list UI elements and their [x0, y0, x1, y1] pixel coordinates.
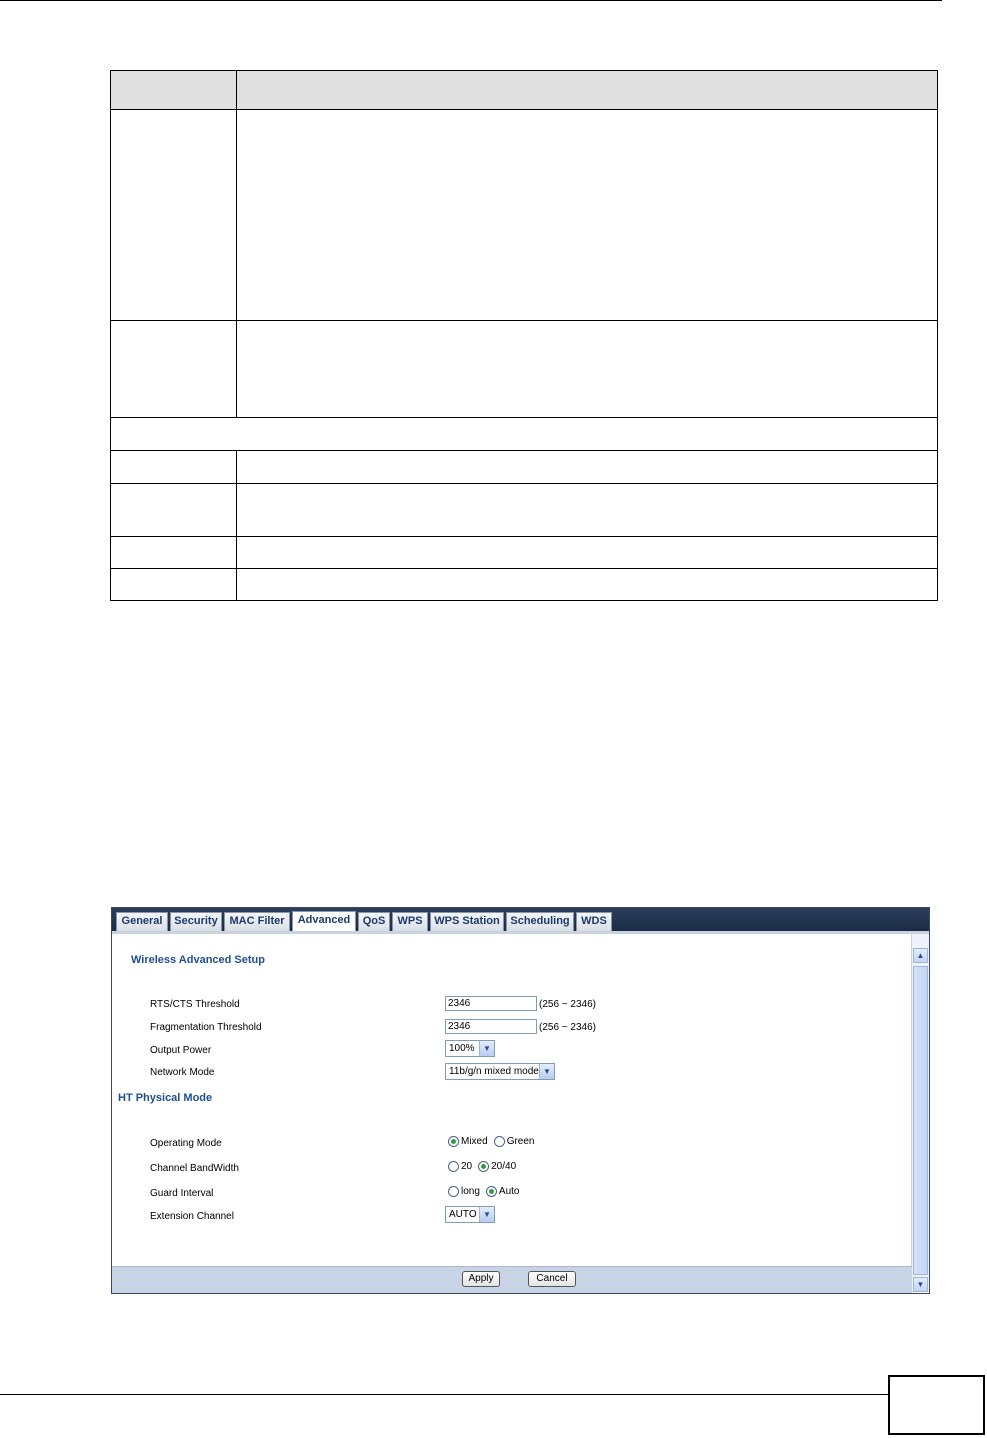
- table-cell-description: [237, 321, 938, 418]
- operating-mode-label: Operating Mode: [150, 1138, 222, 1149]
- chevron-down-icon: ▼: [539, 1064, 554, 1079]
- chevron-down-icon: ▼: [479, 1207, 494, 1222]
- chevron-down-icon: ▼: [479, 1041, 494, 1056]
- guard-interval-auto-radio[interactable]: [486, 1186, 497, 1197]
- scroll-down-icon[interactable]: ▼: [913, 1277, 928, 1292]
- tab-qos[interactable]: QoS: [358, 912, 390, 931]
- table-cell-label: [111, 321, 237, 418]
- tab-wds[interactable]: WDS: [576, 912, 612, 931]
- table-cell-label: [111, 569, 237, 601]
- operating-mode-radio-group: [448, 1136, 540, 1147]
- rts-threshold-input[interactable]: [445, 996, 537, 1011]
- output-power-select[interactable]: [445, 1040, 495, 1057]
- channel-bandwidth-2040-label: 20/40: [491, 1161, 517, 1172]
- extension-channel-label: Extension Channel: [150, 1211, 234, 1222]
- rts-threshold-hint: (256 ~ 2346): [539, 999, 596, 1010]
- advanced-settings-panel: [112, 934, 912, 1266]
- operating-mode-mixed-label: Mixed: [461, 1136, 488, 1147]
- network-mode-select[interactable]: [445, 1063, 555, 1080]
- guard-interval-long-label: long: [461, 1186, 480, 1197]
- table-cell-description: [237, 537, 938, 569]
- top-rule: [0, 0, 942, 1]
- network-mode-label: Network Mode: [150, 1067, 215, 1078]
- table-cell-description: [237, 110, 938, 321]
- section-title-ht-physical: HT Physical Mode: [118, 1092, 213, 1104]
- scroll-up-icon[interactable]: ▲: [913, 948, 928, 963]
- extension-channel-value: AUTO: [449, 1209, 477, 1220]
- guard-interval-auto-label: Auto: [498, 1186, 520, 1197]
- table-row: [111, 484, 938, 537]
- tab-wps-station[interactable]: WPS Station: [430, 912, 504, 931]
- table-header-row: [111, 71, 938, 110]
- fragmentation-threshold-input[interactable]: [445, 1019, 537, 1034]
- operating-mode-green-radio[interactable]: [494, 1136, 505, 1147]
- rts-threshold-label: RTS/CTS Threshold: [150, 999, 240, 1010]
- table-row: [111, 569, 938, 601]
- table-cell-label: [111, 484, 237, 537]
- tab-scheduling[interactable]: Scheduling: [506, 912, 574, 931]
- tab-advanced[interactable]: Advanced: [292, 911, 356, 932]
- channel-bandwidth-label: Channel BandWidth: [150, 1163, 239, 1174]
- cancel-button[interactable]: Cancel: [528, 1271, 576, 1287]
- fragmentation-threshold-label: Fragmentation Threshold: [150, 1022, 262, 1033]
- table-cell-description: [237, 569, 938, 601]
- field-description-table: [110, 70, 938, 601]
- extension-channel-select[interactable]: [445, 1206, 495, 1223]
- table-header-cell-label: [111, 71, 237, 110]
- table-cell-description: [237, 451, 938, 484]
- guard-interval-label: Guard Interval: [150, 1188, 214, 1199]
- table-cell-label: [111, 537, 237, 569]
- scrollbar-thumb[interactable]: [913, 966, 928, 1275]
- channel-bandwidth-radio-group: [448, 1161, 522, 1172]
- channel-bandwidth-20-label: 20: [461, 1161, 473, 1172]
- operating-mode-mixed-radio[interactable]: [448, 1136, 459, 1147]
- page-number-box: [888, 1375, 985, 1435]
- button-bar: [112, 1266, 912, 1294]
- tab-mac-filter[interactable]: MAC Filter: [224, 912, 290, 931]
- footer-rule: [0, 1394, 888, 1395]
- tab-security[interactable]: Security: [170, 912, 222, 931]
- table-row: [111, 110, 938, 321]
- guard-interval-long-radio[interactable]: [448, 1186, 459, 1197]
- vertical-scrollbar[interactable]: [911, 934, 929, 1292]
- wireless-advanced-screenshot: [111, 907, 930, 1294]
- tab-bar: [112, 908, 929, 931]
- table-header-cell-description: [237, 71, 938, 110]
- channel-bandwidth-20-radio[interactable]: [448, 1161, 459, 1172]
- table-section-row: [111, 418, 938, 451]
- network-mode-value: 11b/g/n mixed mode: [449, 1066, 539, 1077]
- tab-general[interactable]: General: [116, 912, 168, 931]
- table-section-cell: [111, 418, 938, 451]
- table-cell-label: [111, 451, 237, 484]
- output-power-value: 100%: [449, 1043, 475, 1054]
- table-row: [111, 451, 938, 484]
- fragmentation-threshold-hint: (256 ~ 2346): [539, 1022, 596, 1033]
- guard-interval-radio-group: [448, 1186, 525, 1197]
- table-row: [111, 321, 938, 418]
- operating-mode-green-label: Green: [506, 1136, 535, 1147]
- tab-wps[interactable]: WPS: [392, 912, 428, 931]
- output-power-label: Output Power: [150, 1045, 212, 1056]
- table-cell-description: [237, 484, 938, 537]
- table-row: [111, 537, 938, 569]
- section-title-wireless-advanced: Wireless Advanced Setup: [131, 954, 265, 966]
- table-cell-label: [111, 110, 237, 321]
- apply-button[interactable]: Apply: [462, 1271, 500, 1287]
- channel-bandwidth-2040-radio[interactable]: [478, 1161, 489, 1172]
